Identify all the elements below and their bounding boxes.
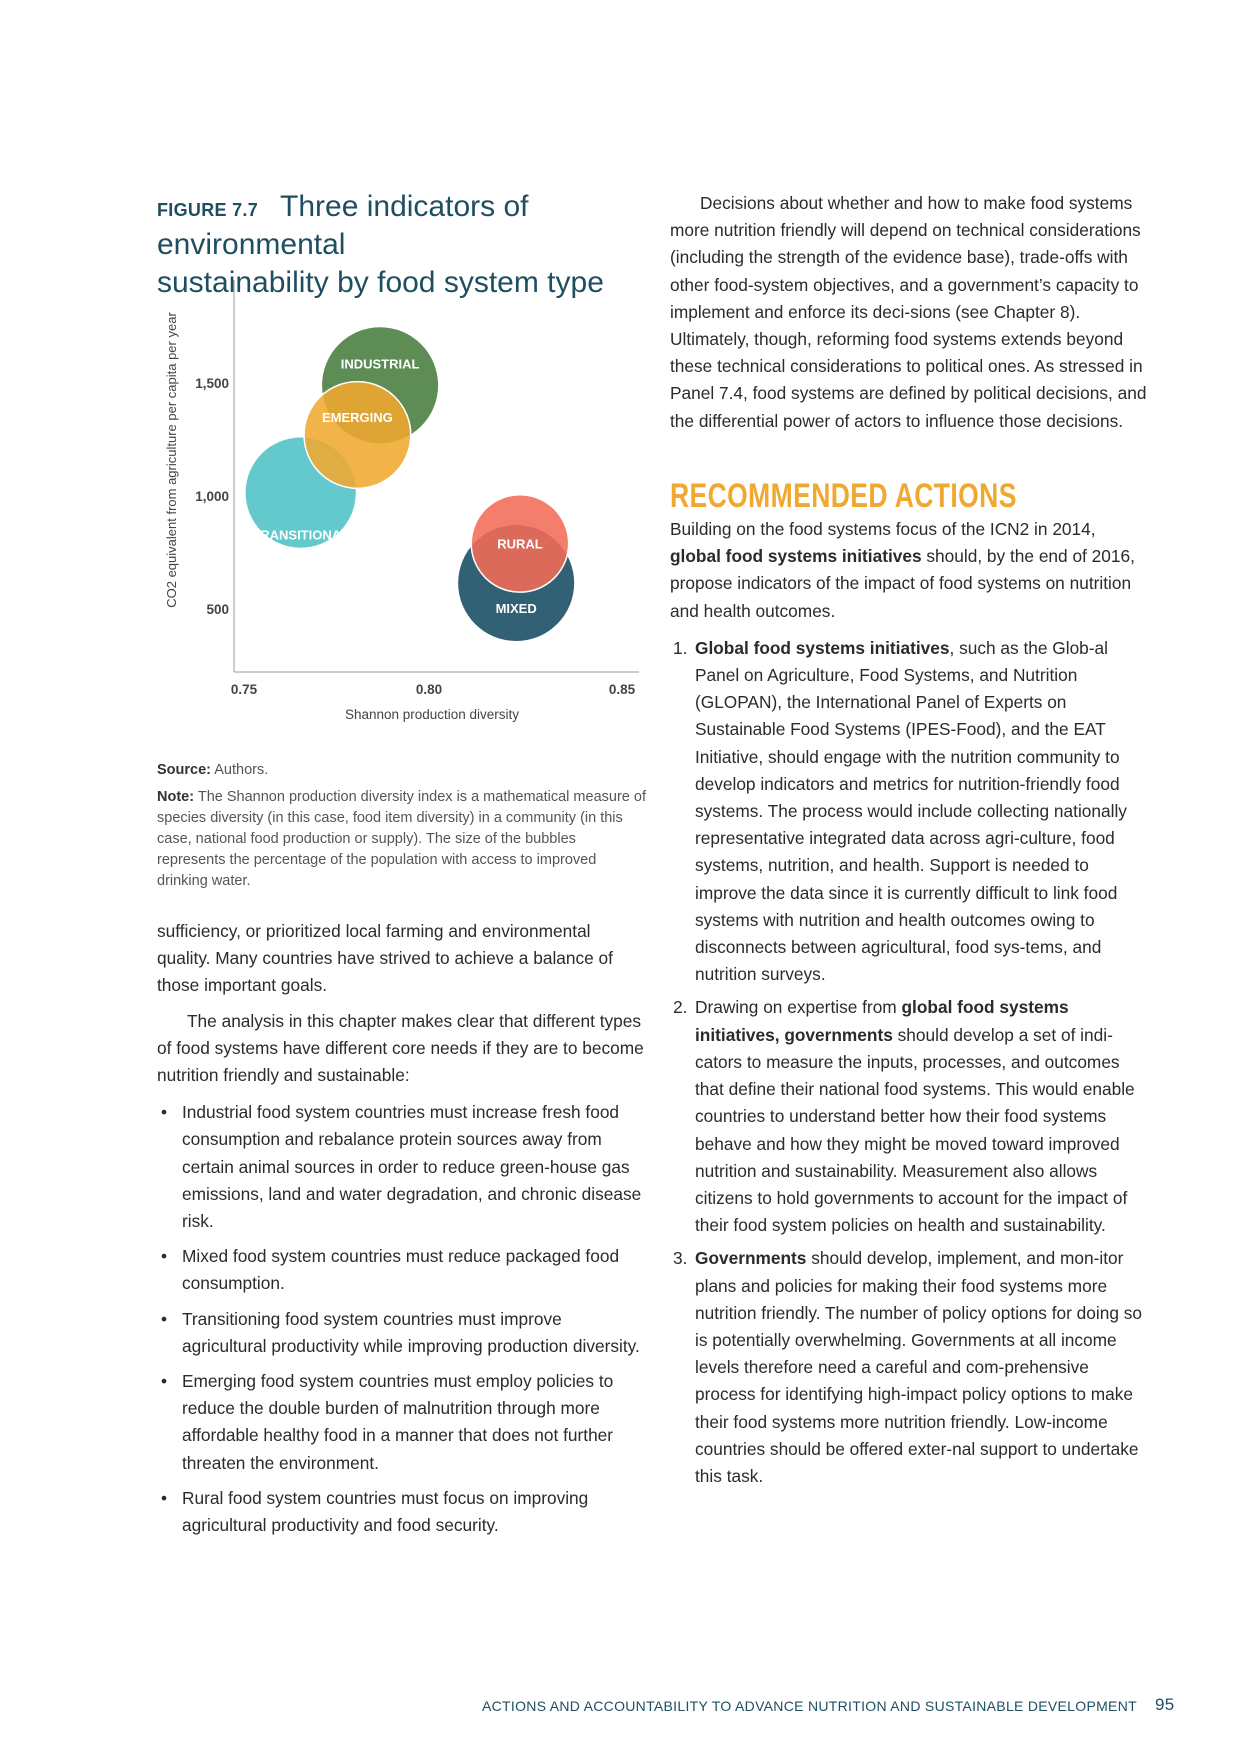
figure-source (157, 760, 647, 892)
action-bold: global food systems initiatives, governments (695, 997, 1069, 1045)
x-axis-label: Shannon production diversity (344, 707, 520, 722)
bullet-item: • Mixed food system countries must reduce packaged food consumption. (157, 1243, 647, 1297)
actions-list (670, 635, 1150, 1490)
action-item (670, 994, 1150, 1239)
chart-svg (157, 270, 657, 730)
page-footer (482, 1695, 1182, 1714)
intro-text-end: should, by the end of 2016, propose indicators of the impact of food systems on nutrition and health outcomes. (670, 546, 1135, 621)
paragraph: Decisions about whether and how to make food systems more nutrition friendly will depend on technical considerations (including the strength of the evidence base), trade-offs with other food-system objectives, and a government’s capacity to implement and enforce its deci-sions (see Chapter 8). Ultimately, though, reforming food systems extends beyond these technical considerations to political ones. As stressed in Panel 7.4, food systems are defined by political decisions, and the differential power of actors to influence those decisions. (670, 193, 1147, 431)
note-text: The Shannon production diversity index is a mathematical measure of species diversity (in this case, food item diversity) in a community (in this case, national food production or supply). The size of the bubbles represents the percentage of the population with access to improved drinking water. (157, 789, 646, 889)
action-item (670, 635, 1150, 989)
right-column (670, 190, 1150, 1496)
action-bold: Governments (695, 1248, 807, 1269)
action-number: 2. (673, 997, 688, 1018)
x-tick-label: 0.80 (415, 682, 443, 697)
bubble-emerging (304, 382, 411, 489)
note-label: Note: (157, 789, 195, 805)
x-tick-label: 0.85 (608, 682, 636, 697)
intro-text: Building on the food systems focus of the ICN2 in 2014, (670, 519, 1096, 540)
action-pre: Drawing on expertise from (695, 997, 902, 1018)
y-tick-label: 500 (206, 602, 229, 617)
bubble-label-mixed: MIXED (495, 601, 537, 617)
figure-label: FIGURE 7.7 (157, 200, 259, 220)
intro-bold: global food systems initiatives (670, 546, 922, 567)
bullet-item: • Emerging food system countries must employ policies to reduce the double burden of malnutrition through more affordable healthy food in a manner that does not further threaten the environment. (157, 1368, 647, 1477)
figure-title-line2: sustainability by food system type (157, 266, 604, 299)
x-tick-label: 0.75 (230, 682, 258, 697)
figure-title-line1: Three indicators of environmental (157, 190, 529, 261)
paragraph: sufficiency, or prioritized local farming and environmental quality. Many countries have strived to achieve a balance of those important goals. (157, 921, 613, 996)
bullet-item: • Rural food system countries must focus on improving agricultural productivity and food security. (157, 1485, 647, 1539)
bubble-label-emerging: EMERGING (322, 409, 393, 425)
bubble-label-rural: RURAL (497, 536, 543, 552)
left-body-text (157, 918, 647, 1547)
paragraph: The analysis in this chapter makes clear that different types of food systems have different core needs if they are to become nutrition friendly and sustainable: (157, 1010, 644, 1086)
page-number: 95 (1155, 1695, 1175, 1714)
intro-paragraph (670, 516, 1150, 625)
bubble-chart (157, 270, 657, 730)
left-column (157, 190, 647, 1536)
action-text: should develop, implement, and mon-itor plans and policies for making their food systems more nutrition friendly. The number of policy options for doing so is potentially overwhelming. Governments at all income levels therefore need a careful and com-prehensive process for identifying high-impact policy options to make their food systems more nutrition friendly. Low-income countries should be offered exter-nal support to undertake this task. (695, 1248, 1142, 1486)
bullet-item: • Transitioning food system countries must improve agricultural productivity while improving production diversity. (157, 1306, 647, 1360)
bullet-item: • Industrial food system countries must increase fresh food consumption and rebalance protein sources away from certain animal sources in order to reduce green-house gas emissions, land and water degradation, and chronic disease risk. (157, 1099, 647, 1235)
section-heading: RECOMMENDED ACTIONS (670, 476, 1017, 515)
action-text: should develop a set of indi-cators to measure the inputs, processes, and outcomes that define their national food systems. This would enable countries to understand better how their food systems behave and how they might be moved toward improved nutrition and sustainability. Measurement also allows citizens to hold governments to account for the impact of their food system policies on health and sustainability. (695, 1024, 1135, 1236)
y-tick-label: 1,000 (195, 489, 229, 504)
action-number: 1. (673, 637, 688, 658)
action-number: 3. (673, 1248, 688, 1269)
action-bold: Global food systems initiatives (695, 637, 950, 658)
action-text: , such as the Glob-al Panel on Agriculture, Food Systems, and Nutrition (GLOPAN), the International Panel of Experts on Sustainable Food Systems (IPES-Food), and the EAT Initiative, should engage with the nutrition community to develop indicators and metrics for nutrition-friendly food systems. The process would include collecting nationally representative integrated data across agri-culture, food systems, nutrition, and health. Support is needed to improve the data since it is currently difficult to link food systems with nutrition and health outcomes owing to disconnects between agricultural, food sys-tems, and nutrition surveys. (695, 637, 1127, 985)
bubble-label-transitional: TRANSITIONAL (252, 527, 350, 543)
running-title: ACTIONS AND ACCOUNTABILITY TO ADVANCE NUTRITION AND SUSTAINABLE DEVELOPMENT (482, 1698, 1137, 1714)
source-text: Authors. (214, 762, 269, 778)
bullet-list (157, 1099, 647, 1539)
y-tick-label: 1,500 (195, 376, 229, 391)
y-axis-label: CO2 equivalent from agriculture per capita per year (164, 312, 179, 608)
action-item (670, 1245, 1150, 1490)
source-label: Source: (157, 762, 211, 778)
bubble-label-industrial: INDUSTRIAL (340, 356, 420, 372)
